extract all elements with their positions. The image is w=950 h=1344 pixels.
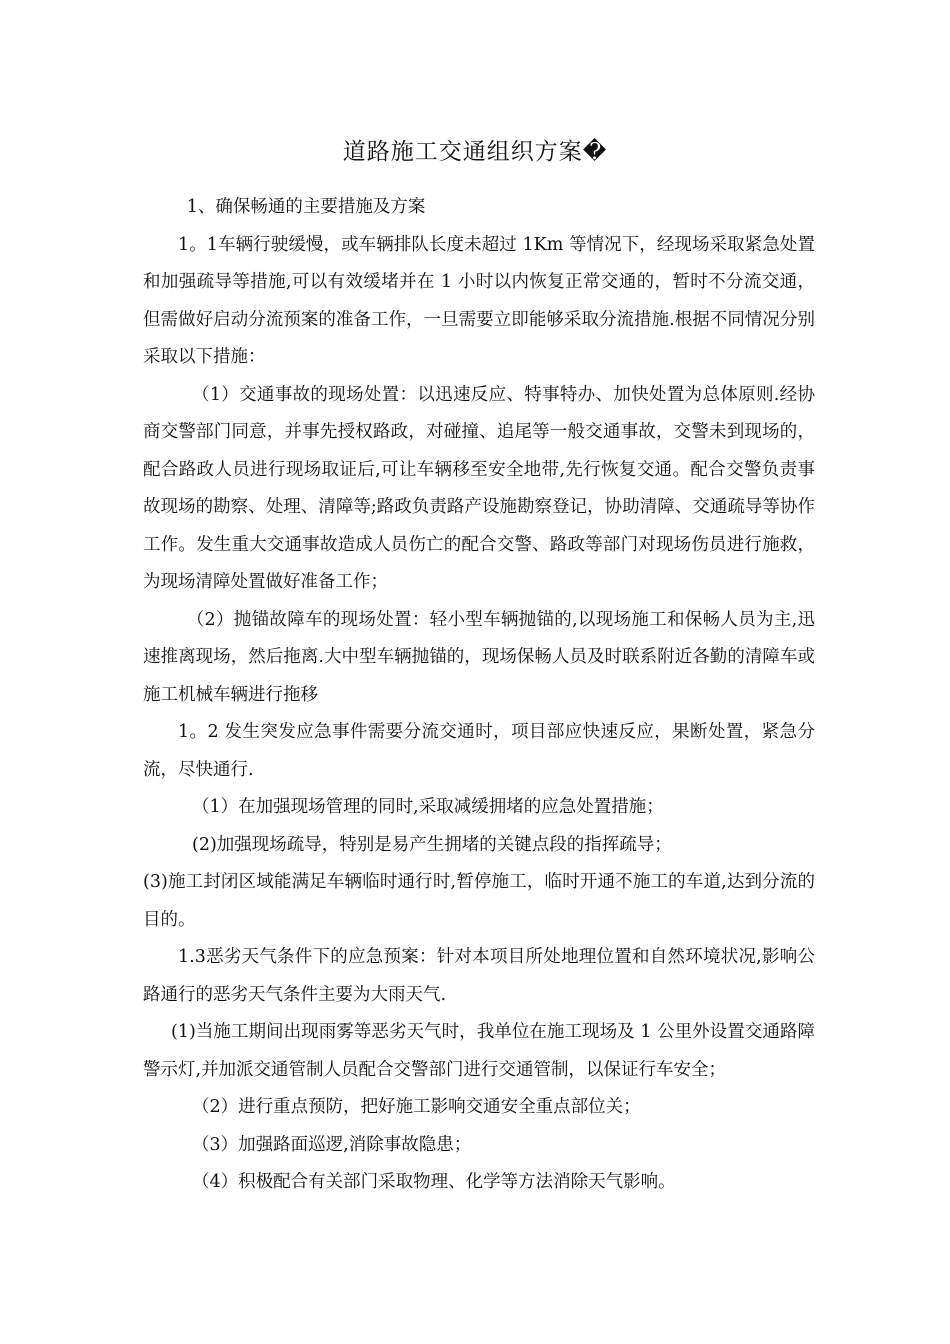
paragraph-1-3-item-4: （4）积极配合有关部门采取物理、化学等方法消除天气影响。: [192, 1172, 676, 1192]
paragraph-1-2-item-1: （1）在加强现场管理的同时,采取减缓拥堵的应急处置措施；: [192, 797, 664, 817]
paragraph-1-3: 1.3恶劣天气条件下的应急预案：针对本项目所处地理位置和自然环境状况,影响公路通行的恶劣天气条件主要为大雨天气.: [143, 947, 815, 1005]
paragraph-1-2-item-2: (2)加强现场疏导，特别是易产生拥堵的关键点段的指挥疏导；: [192, 834, 672, 855]
paragraph-1-3-item-3: （3）加强路面巡逻,消除事故隐患；: [192, 1134, 472, 1155]
paragraph-1-3-item-2: （2）进行重点预防，把好施工影响交通安全重点部位关；: [192, 1097, 641, 1117]
paragraph-1-3-item-1: (1)当施工期间出现雨雾等恶劣天气时，我单位在施工现场及 1 公里外设置交通路障警示灯,并加派交通管制人员配合交警部门进行交通管制，以保证行车安全；: [143, 1022, 815, 1080]
paragraph-1-1-item-1: （1）交通事故的现场处置：以迅速反应、特事特办、加快处置为总体原则.经协商交警部门同意，并事先授权路政，对碰撞、追尾等一般交通事故，交警未到现场的，配合路政人员进行现场取证后,可让车辆移至安全地带,先行恢复交通。配合交警负责事故现场的勘察、处理、清障等;路政负责路产设施勘察登记，协助清障、交通疏导等协作工作。发生重大交通事故造成人员伤亡的配合交警、路政等部门对现场伤员进行施救，为现场清障处置做好准备工作；: [143, 384, 815, 592]
document-title: 道路施工交通组织方案�: [342, 139, 608, 165]
document-body: [143, 189, 815, 1202]
paragraph-1-2: 1。2 发生突发应急事件需要分流交通时，项目部应快速反应，果断处置，紧急分流，尽快通行.: [143, 722, 815, 780]
paragraph-1-1: 1。1车辆行驶缓慢，或车辆排队长度未超过 1Km 等情况下，经现场采取紧急处置和加强疏导等措施,可以有效缓堵并在 1 小时以内恢复正常交通的，暂时不分流交通，但需做好启动分流预案的准备工作，一旦需要立即能够采取分流措施.根据不同情况分别采取以下措施：: [143, 234, 815, 367]
paragraph-1-1-item-2: （2）抛锚故障车的现场处置：轻小型车辆抛锚的,以现场施工和保畅人员为主,迅速推离现场，然后拖离.大中型车辆抛锚的，现场保畅人员及时联系附近各勤的清障车或施工机械车辆进行拖移: [143, 609, 815, 705]
section-heading-1: 1、确保畅通的主要措施及方案: [186, 197, 426, 217]
paragraph-1-2-item-3: (3)施工封闭区域能满足车辆临时通行时,暂停施工，临时开通不施工的车道,达到分流的目的。: [143, 872, 815, 930]
